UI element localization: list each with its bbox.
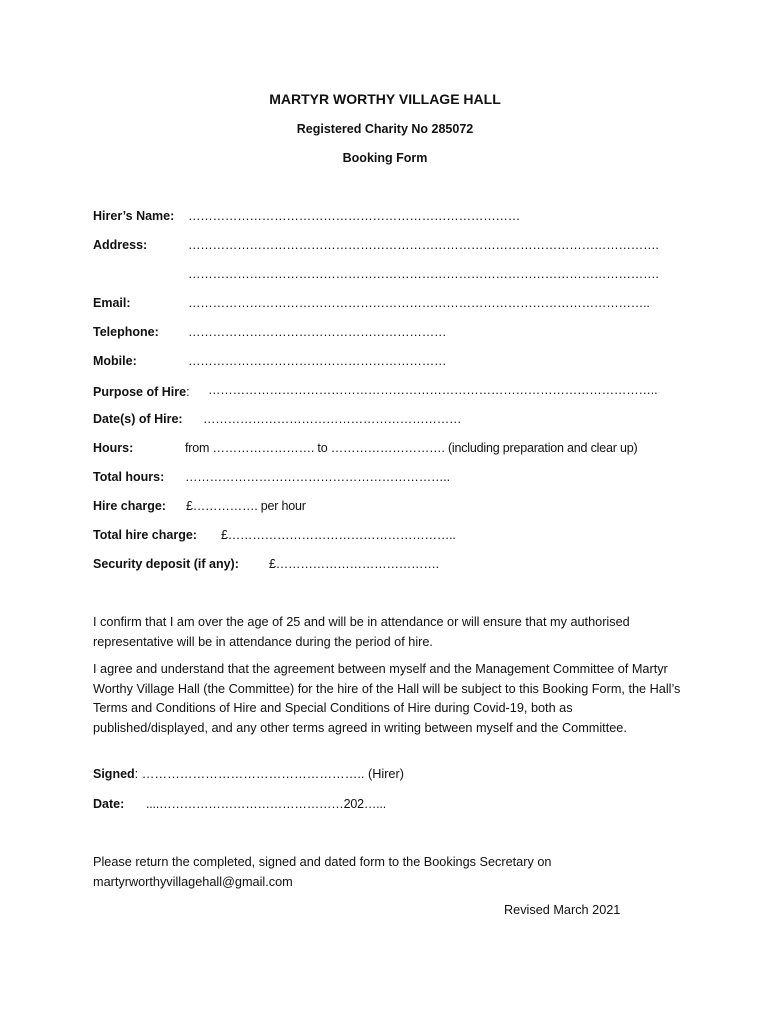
- charity-number: Registered Charity No 285072: [296, 122, 474, 136]
- total-hire-charge-label: Total hire charge:: [93, 528, 197, 542]
- purpose-field[interactable]: ………………………………………………………………………………………………..: [208, 383, 658, 397]
- purpose-colon: :: [186, 385, 190, 399]
- total-hours-field[interactable]: ………………………………………………………..: [185, 470, 450, 484]
- return-instructions-text: Please return the completed, signed and dated form to the Bookings Secretary on martyrworthyvillagehall@gmail.com: [93, 855, 552, 889]
- dates-label: Date(s) of Hire:: [93, 412, 183, 426]
- security-deposit-field[interactable]: £………………………………….: [269, 557, 439, 571]
- hire-charge-label: Hire charge:: [93, 499, 166, 513]
- return-instructions: [93, 853, 653, 892]
- total-hours-label: Total hours:: [93, 470, 165, 484]
- email-label: Email:: [93, 296, 131, 310]
- declaration-agreement: [93, 660, 683, 738]
- security-deposit-label: Security deposit (if any):: [93, 557, 239, 571]
- hirer-name-field[interactable]: ………………………………………………………………………: [188, 209, 521, 223]
- mobile-field[interactable]: ………………………………………………………: [188, 354, 447, 368]
- mobile-label: Mobile:: [93, 354, 137, 368]
- hire-charge-field[interactable]: £……………. per hour: [186, 499, 306, 513]
- signed-label: Signed: [93, 767, 135, 781]
- date-label: Date:: [93, 797, 125, 811]
- date-field[interactable]: ....………………………………………202…...: [146, 797, 386, 811]
- email-field[interactable]: …………………………………………………………………………………………………..: [188, 296, 650, 310]
- hours-field[interactable]: from ……………………. to ………………………. (including preparation and clear up): [185, 441, 638, 455]
- hours-label: Hours:: [93, 441, 134, 455]
- address-label: Address:: [93, 238, 148, 252]
- declaration-age: [93, 613, 683, 652]
- hirer-name-label: Hirer’s Name:: [93, 209, 175, 223]
- revision-note: Revised March 2021: [504, 903, 621, 917]
- telephone-field[interactable]: ………………………………………………………: [188, 325, 447, 339]
- total-hire-charge-field[interactable]: £………………………………………………..: [221, 528, 456, 542]
- dates-field[interactable]: ………………………………………………………: [203, 412, 462, 426]
- signed-row: [93, 767, 404, 781]
- purpose-label: Purpose of Hire: [93, 385, 187, 399]
- declaration-age-text: I confirm that I am over the age of 25 and will be in attendance or will ensure that my authorised representative will be in attendance during the period of hire.: [93, 615, 630, 649]
- telephone-label: Telephone:: [93, 325, 159, 339]
- purpose-row: [93, 383, 189, 401]
- form-name: Booking Form: [342, 151, 428, 165]
- address-field-line1[interactable]: …………………………………………………………………………………………………….: [188, 238, 659, 252]
- page-title: MARTYR WORTHY VILLAGE HALL: [269, 91, 501, 107]
- signed-field[interactable]: : …………………………………………….. (Hirer): [134, 767, 404, 781]
- address-field-line2[interactable]: …………………………………………………………………………………………………….: [188, 267, 659, 281]
- declaration-agreement-text: I agree and understand that the agreement between myself and the Management Committee of Martyr Worthy Village Hall (the Committee) for the hire of the Hall will be subject to this Booking Form, the Hall’s Terms and Conditions of Hire and Special Conditions of Hire during Covid-19, both as published/displayed, and any other terms agreed in writing between myself and the Committee.: [93, 662, 681, 735]
